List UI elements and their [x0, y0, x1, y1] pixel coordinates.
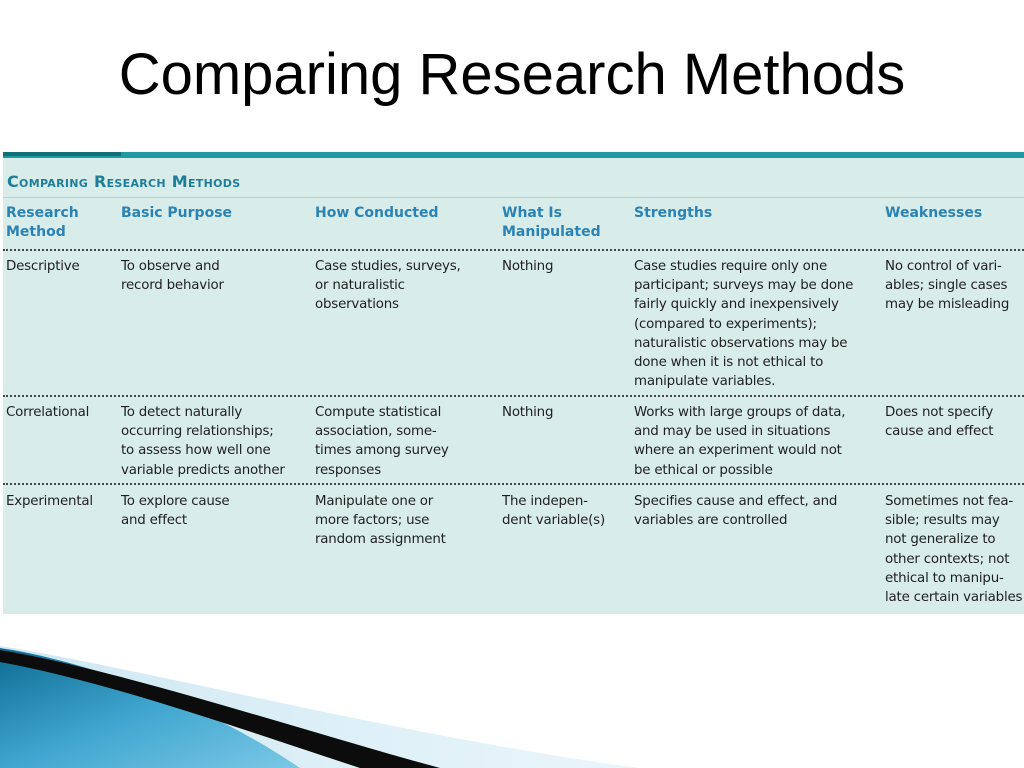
slide-swoosh-decoration — [0, 640, 1024, 768]
cell-weaknesses: Sometimes not fea- sible; results may not generalize to other contexts; not ethical to manipu- late certain variables — [885, 494, 1023, 606]
cell-weaknesses: Does not specify cause and effect — [885, 405, 994, 440]
comparison-table — [3, 152, 1024, 614]
table-top-bar-accent — [3, 152, 121, 156]
cell-strengths: Works with large groups of data, and may be used in situations where an experiment would not be ethical or possible — [634, 405, 846, 478]
cell-purpose: To explore cause and effect — [121, 494, 230, 529]
row-divider — [3, 483, 1024, 485]
cell-method: Descriptive — [6, 259, 80, 274]
cell-purpose: To observe and record behavior — [121, 259, 224, 294]
cell-strengths: Case studies require only one participant; surveys may be done fairly quickly and inexpensively (compared to experiments); naturalistic observations may be done when it is not ethical to manipulate variables. — [634, 259, 854, 390]
header-how-conducted: How Conducted — [315, 205, 439, 221]
cell-conducted: Manipulate one or more factors; use random assignment — [315, 494, 446, 548]
cell-conducted: Compute statistical association, some- times among survey responses — [315, 405, 449, 478]
header-strengths: Strengths — [634, 205, 713, 221]
header-divider — [3, 249, 1024, 251]
cell-conducted: Case studies, surveys, or naturalistic observations — [315, 259, 461, 313]
table-top-bar — [3, 152, 1024, 158]
header-what-is-manipulated: What Is Manipulated — [502, 205, 601, 240]
cell-method: Experimental — [6, 494, 93, 509]
cell-weaknesses: No control of vari- ables; single cases may be misleading — [885, 259, 1010, 313]
table-caption: Comparing Research Methods — [7, 172, 241, 191]
cell-purpose: To detect naturally occurring relationships; to assess how well one variable predicts another — [121, 405, 285, 478]
row-divider — [3, 395, 1024, 397]
cell-strengths: Specifies cause and effect, and variables are controlled — [634, 494, 838, 529]
header-basic-purpose: Basic Purpose — [121, 205, 233, 221]
caption-divider — [3, 197, 1024, 198]
header-research-method: Research Method — [6, 205, 79, 240]
header-weaknesses: Weaknesses — [885, 205, 983, 221]
cell-manipulated: Nothing — [502, 259, 554, 274]
slide-title: Comparing Research Methods — [118, 42, 906, 107]
cell-method: Correlational — [6, 405, 90, 420]
cell-manipulated: The indepen- dent variable(s) — [502, 494, 605, 529]
cell-manipulated: Nothing — [502, 405, 554, 420]
